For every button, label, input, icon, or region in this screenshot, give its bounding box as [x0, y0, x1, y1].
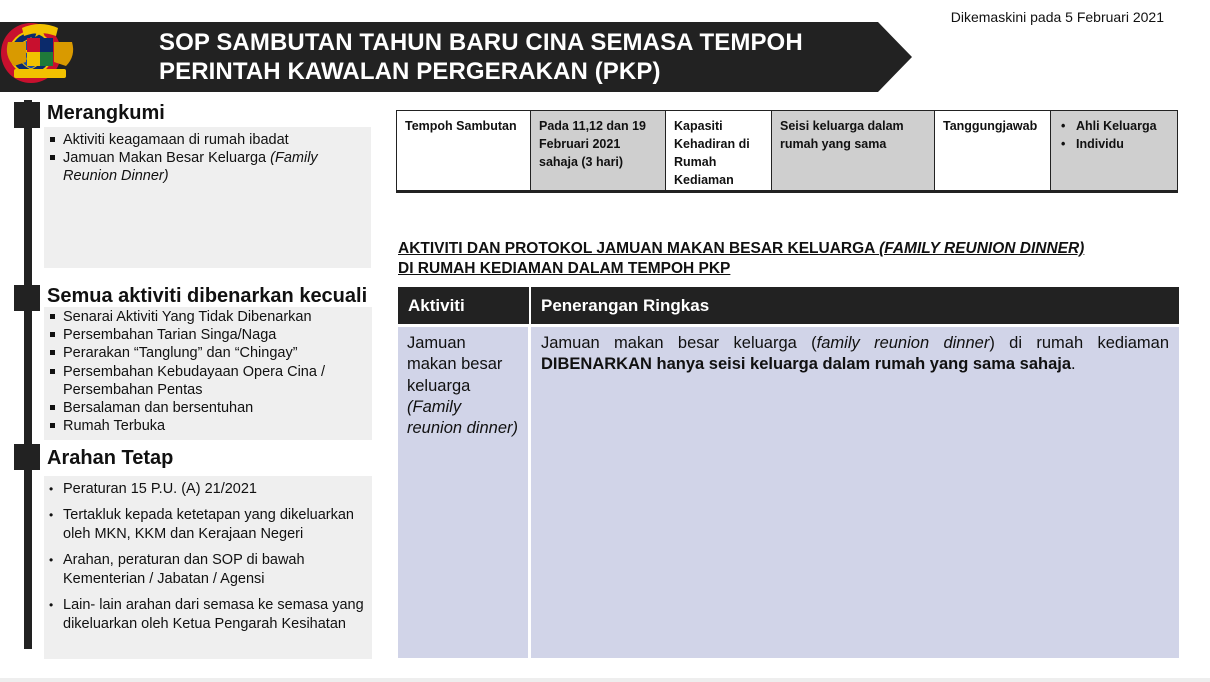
section-heading: AKTIVITI DAN PROTOKOL JAMUAN MAKAN BESAR KELUARGA (FAMILY REUNION DINNER) DI RUMAH KEDIAMAN DALAM TEMPOH PKP	[398, 240, 1085, 277]
section-title-allowed: Semua aktiviti dibenarkan kecuali	[47, 285, 368, 307]
section-title-directives: Arahan Tetap	[47, 447, 174, 469]
table-header	[398, 287, 1179, 324]
list-item: Persembahan Tarian Singa/Naga	[46, 326, 372, 344]
list-item: Senarai Aktiviti Yang Tidak Dibenarkan	[46, 308, 372, 326]
directives-box	[44, 476, 372, 659]
list-item: • Tertakluk kepada ketetapan yang dikeluarkan oleh MKN, KKM dan Kerajaan Negeri	[46, 506, 366, 544]
title-line-2: PERINTAH KAWALAN PERGERAKAN (PKP)	[159, 58, 661, 85]
list-item: • Arahan, peraturan dan SOP di bawah Kementerian / Jabatan / Agensi	[46, 551, 366, 589]
list-item: Persembahan Kebudayaan Opera Cina / Persembahan Pentas	[46, 363, 372, 399]
list-item: Rumah Terbuka	[46, 417, 372, 435]
capacity-value: Seisi keluarga dalam rumah yang sama	[772, 111, 935, 190]
last-updated-text: Dikemaskini pada 5 Februari 2021	[950, 9, 1164, 25]
list-item: Bersalaman dan bersentuhan	[46, 399, 372, 417]
section-marker-directives	[14, 444, 40, 470]
list-item: • Individu	[1059, 135, 1169, 153]
section-marker-allowed	[14, 285, 40, 311]
capacity-label: Kapasiti Kehadiran di Rumah Kediaman	[666, 111, 772, 190]
list-item: Jamuan Makan Besar Keluarga (Family Reunion Dinner)	[46, 149, 371, 185]
list-item: • Lain- lain arahan dari semasa ke semasa yang dikeluarkan oleh Ketua Pengarah Kesihatan	[46, 596, 366, 634]
activity-cell: Jamuan makan besar keluarga (Family reunion dinner)	[398, 327, 528, 658]
section-title-summary: Merangkumi	[47, 102, 165, 124]
allowed-box	[44, 307, 372, 440]
description-cell: Jamuan makan besar keluarga (family reunion dinner) di rumah kediaman DIBENARKAN hanya seisi keluarga dalam rumah yang sama sahaja.	[531, 327, 1179, 658]
period-value: Pada 11,12 dan 19 Februari 2021 sahaja (3 hari)	[531, 111, 666, 190]
responsibility-value	[1051, 111, 1177, 190]
page-title	[159, 28, 879, 86]
bottom-divider	[0, 678, 1210, 682]
table-row	[398, 327, 1179, 658]
malaysia-crest-logo	[0, 22, 80, 84]
responsibility-label: Tanggungjawab	[935, 111, 1051, 190]
period-label: Tempoh Sambutan	[397, 111, 531, 190]
timeline-bar	[24, 100, 32, 649]
summary-box	[44, 127, 371, 268]
list-item: Aktiviti keagamaan di rumah ibadat	[46, 131, 371, 149]
list-item: Perarakan “Tanglung” dan “Chingay”	[46, 344, 372, 362]
col-header-activity: Aktiviti	[398, 287, 531, 324]
section-marker-summary	[14, 102, 40, 128]
info-table	[396, 110, 1178, 193]
list-item: • Peraturan 15 P.U. (A) 21/2021	[46, 480, 366, 499]
col-header-description: Penerangan Ringkas	[541, 296, 710, 315]
title-line-1: SOP SAMBUTAN TAHUN BARU CINA SEMASA TEMPOH	[159, 29, 803, 56]
header-banner	[0, 22, 912, 92]
list-item: • Ahli Keluarga	[1059, 117, 1169, 135]
